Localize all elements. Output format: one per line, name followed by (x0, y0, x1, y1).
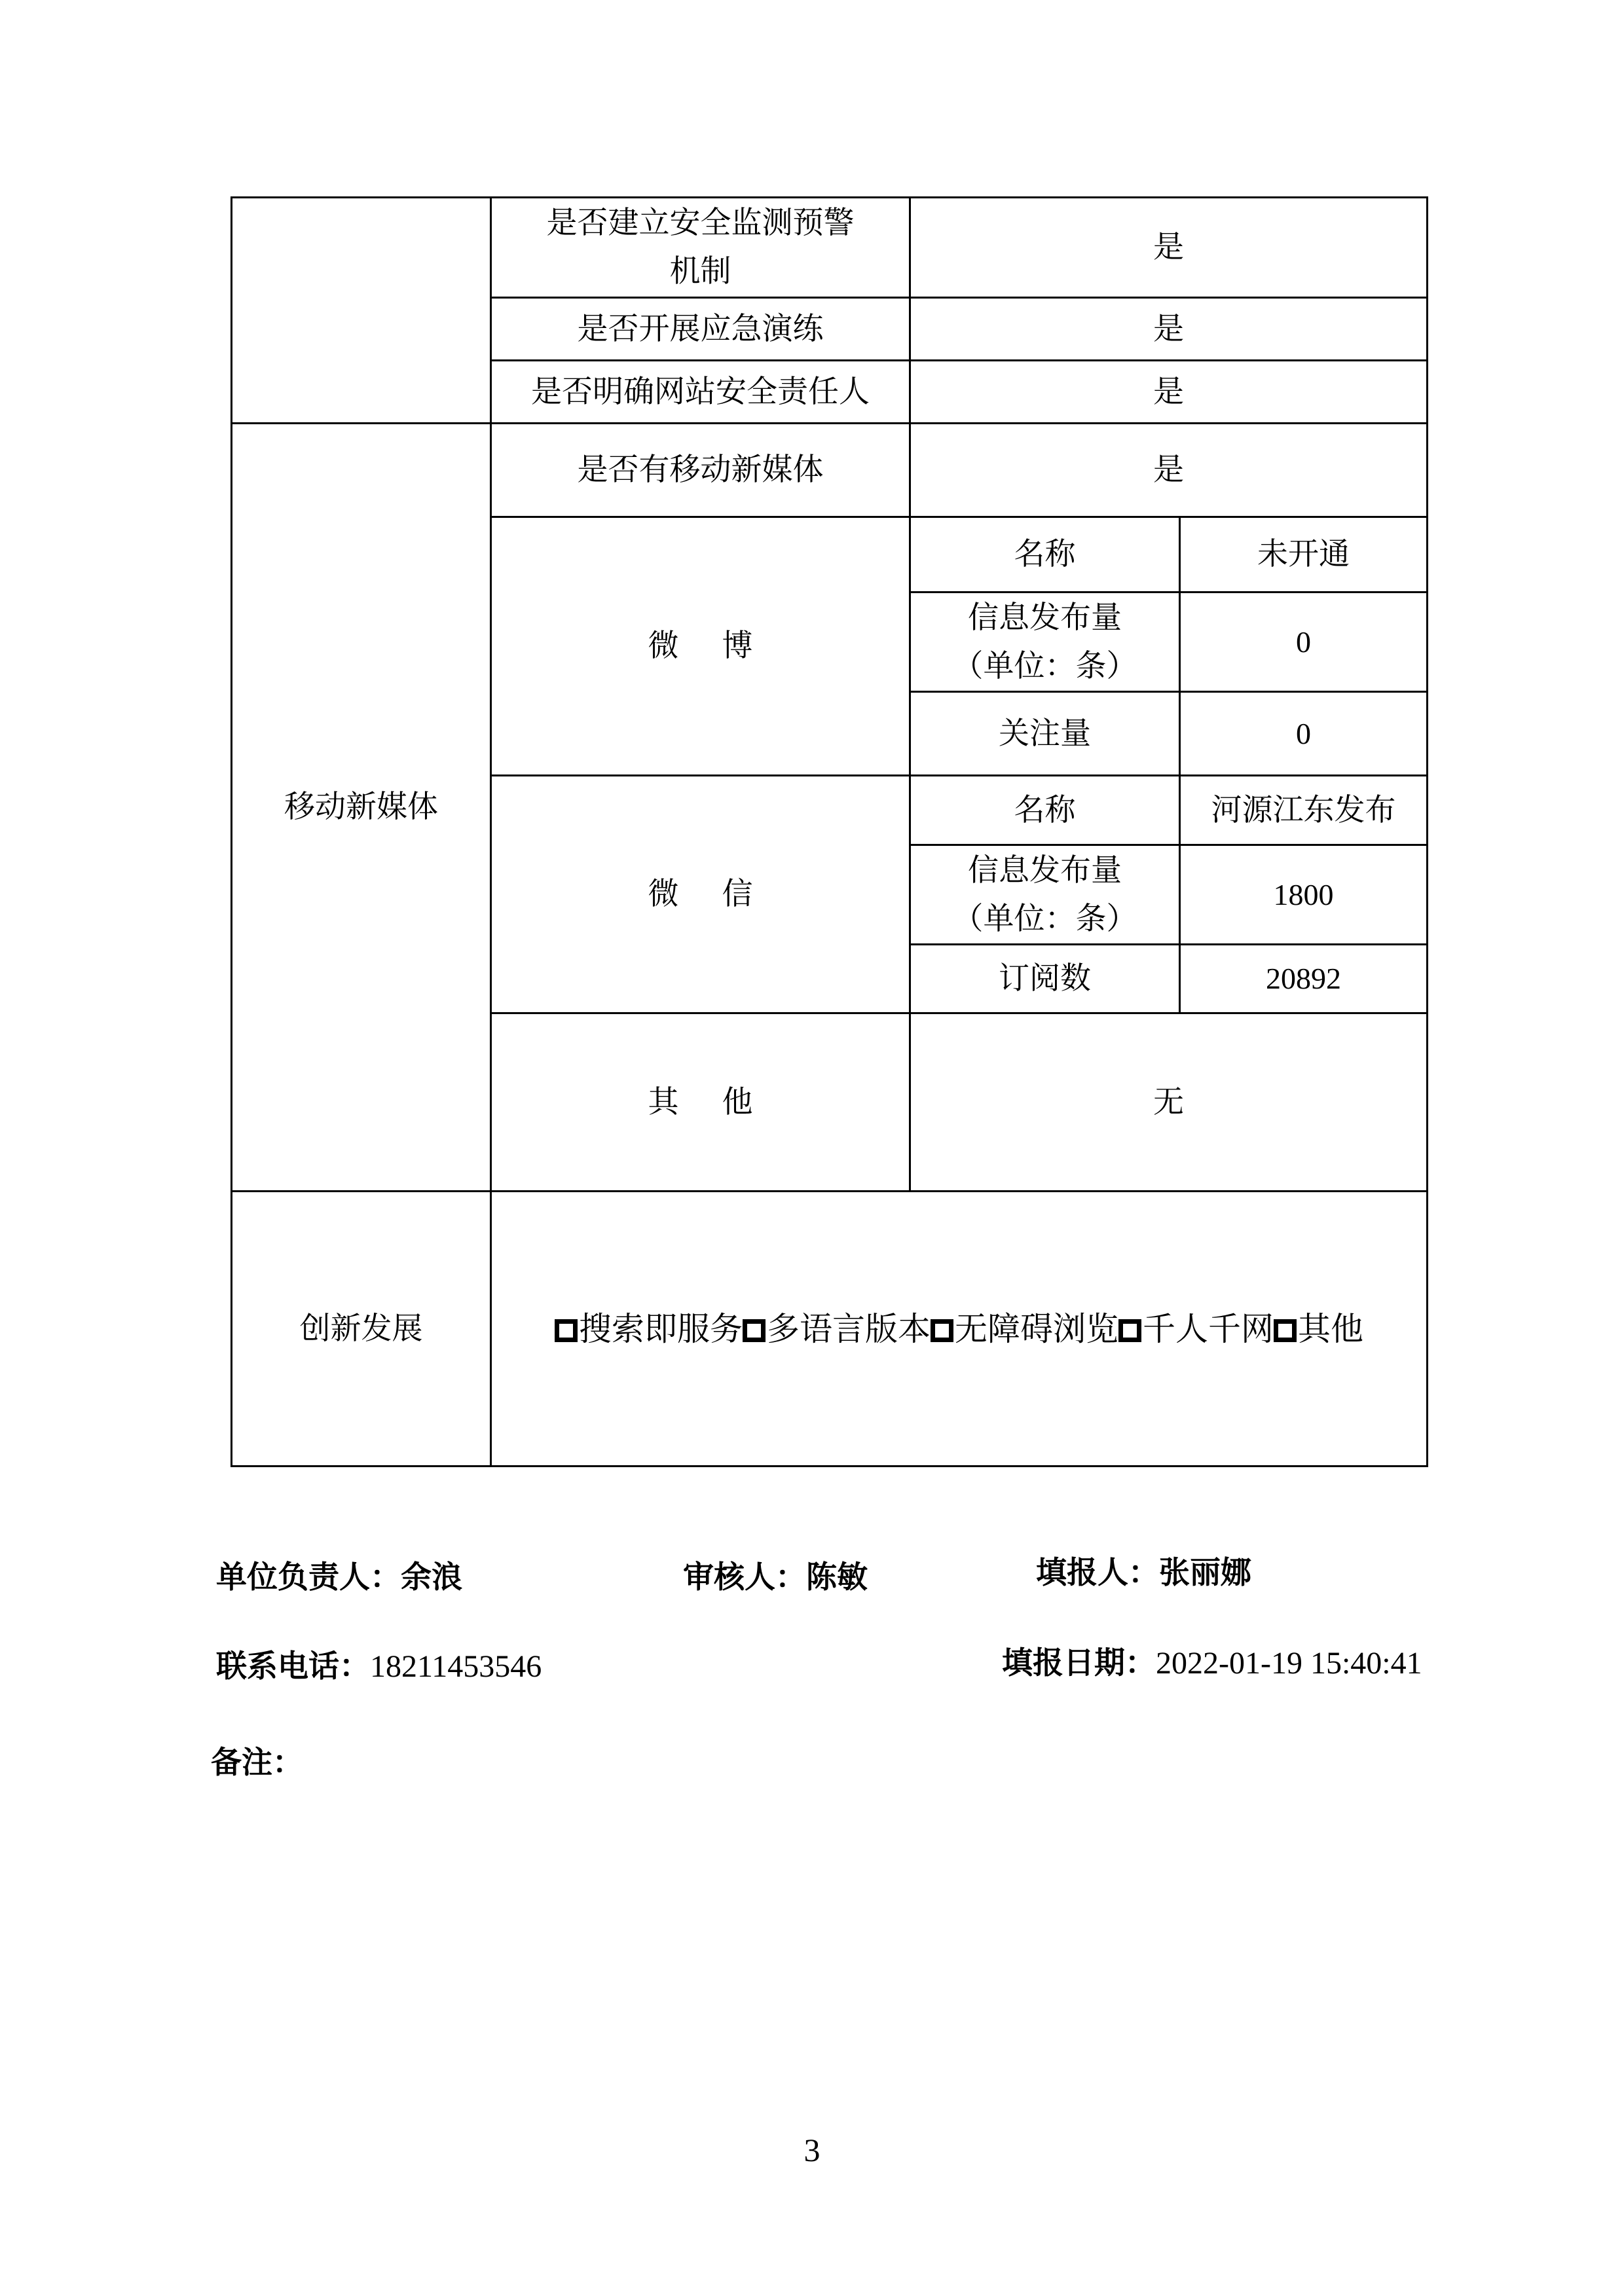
phone-line (216, 1642, 542, 1686)
wechat-posts-label: 信息发布量 （单位：条） (910, 845, 1180, 945)
innovation-options (491, 1192, 1428, 1467)
unit-head-line (216, 1553, 462, 1597)
unit-head-label: 单位负责人： (216, 1559, 401, 1595)
security-value: 是 (910, 198, 1428, 298)
mobile-section-label: 移动新媒体 (232, 424, 491, 1192)
filler-label: 填报人： (1036, 1555, 1159, 1591)
weibo-follow-value: 0 (1180, 692, 1428, 776)
weibo-name-value: 未开通 (1180, 517, 1428, 592)
weibo-name-label: 名称 (910, 517, 1180, 592)
checkbox-icon[interactable] (555, 1319, 578, 1342)
other-label: 其 他 (491, 1013, 910, 1192)
security-value: 是 (910, 361, 1428, 424)
security-section-cell (232, 198, 491, 424)
option-label: 千人千网 (1143, 1309, 1274, 1348)
date-value: 2022-01-19 15:40:41 (1156, 1646, 1422, 1681)
security-label: 是否建立安全监测预警 (546, 205, 855, 241)
wechat-name-label: 名称 (910, 776, 1180, 845)
date-line (1002, 1639, 1422, 1683)
option-label: 多语言版本 (767, 1309, 931, 1348)
remark-label: 备注： (211, 1745, 303, 1781)
wechat-subs-value: 20892 (1180, 945, 1428, 1013)
table-row (232, 198, 1428, 298)
wechat-name-value: 河源江东发布 (1180, 776, 1428, 845)
remark-line (211, 1738, 303, 1782)
option-label: 其他 (1298, 1309, 1363, 1348)
reviewer-label: 审核人： (683, 1559, 806, 1595)
wechat-label: 微 信 (491, 776, 910, 1013)
wechat-posts-value: 1800 (1180, 845, 1428, 945)
security-label: 是否开展应急演练 (491, 298, 910, 361)
security-value: 是 (910, 298, 1428, 361)
option-label: 无障碍浏览 (955, 1309, 1118, 1348)
table-row (232, 424, 1428, 517)
unit-head-value: 余浪 (401, 1559, 462, 1595)
wechat-subs-label: 订阅数 (910, 945, 1180, 1013)
innovation-label: 创新发展 (232, 1192, 491, 1467)
security-label-cont: 机制 (669, 253, 731, 289)
checkbox-icon[interactable] (1274, 1319, 1297, 1342)
phone-label: 联系电话： (216, 1649, 370, 1685)
filler-value: 张丽娜 (1159, 1555, 1251, 1591)
phone-value: 18211453546 (370, 1649, 542, 1684)
checkbox-icon[interactable] (931, 1319, 953, 1342)
weibo-label: 微 博 (491, 517, 910, 776)
security-label: 是否明确网站安全责任人 (491, 361, 910, 424)
has-mobile-value: 是 (910, 424, 1428, 517)
checkbox-icon[interactable] (743, 1319, 766, 1342)
reviewer-line (683, 1553, 868, 1597)
has-mobile-label: 是否有移动新媒体 (491, 424, 910, 517)
weibo-posts-value: 0 (1180, 592, 1428, 692)
reviewer-value: 陈敏 (806, 1559, 868, 1595)
option-label: 搜索即服务 (579, 1309, 743, 1348)
table-row (232, 1192, 1428, 1467)
page-number: 3 (803, 2132, 821, 2168)
report-table (231, 196, 1428, 1467)
filler-line (1036, 1548, 1251, 1592)
weibo-posts-label: 信息发布量 （单位：条） (910, 592, 1180, 692)
other-value: 无 (910, 1013, 1428, 1192)
weibo-follow-label: 关注量 (910, 692, 1180, 776)
checkbox-icon[interactable] (1118, 1319, 1141, 1342)
date-label: 填报日期： (1002, 1645, 1156, 1681)
security-label-cell (491, 198, 910, 298)
